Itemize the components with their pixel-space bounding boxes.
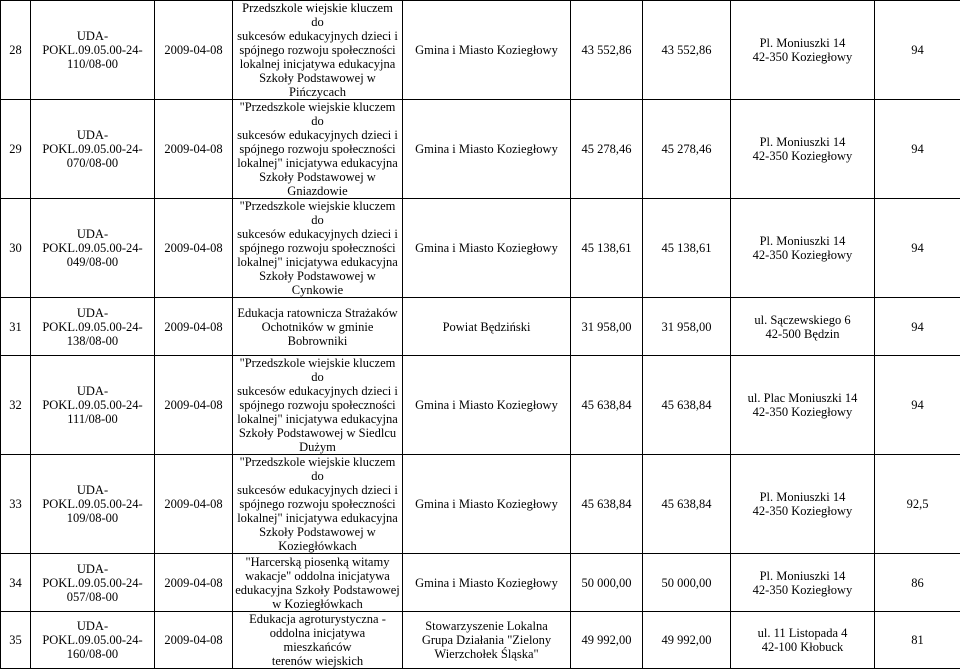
beneficiary-address [731, 100, 875, 199]
total-amount: 43 552,86 [571, 1, 643, 100]
project-title-line: wakacje" oddolna inicjatywa [235, 569, 400, 583]
table-row [1, 199, 960, 298]
project-title-line: lokalnej inicjatywa edukacyjna [235, 57, 400, 71]
project-title-line: terenów wiejskich [235, 654, 400, 668]
project-title-line: Gniazdowie [235, 184, 400, 198]
address-line: Pl. Moniuszki 14 [733, 36, 872, 50]
project-title [233, 554, 403, 612]
project-code-line: 111/08-00 [33, 412, 152, 426]
beneficiary-line: Gmina i Miasto Koziegłowy [405, 398, 568, 412]
contract-date: 2009-04-08 [155, 455, 233, 554]
project-title-line: lokalnej" inicjatywa edukacyjna [235, 412, 400, 426]
beneficiary-line: Gmina i Miasto Koziegłowy [405, 241, 568, 255]
project-code-line: POKL.09.05.00-24- [33, 320, 152, 334]
project-title-line: oddolna inicjatywa mieszkańców [235, 626, 400, 654]
address-line: 42-500 Będzin [733, 327, 872, 341]
beneficiary-address [731, 356, 875, 455]
project-code-line: UDA- [33, 384, 152, 398]
project-title-line: lokalnej" inicjatywa edukacyjna [235, 511, 400, 525]
project-title [233, 199, 403, 298]
beneficiary-address [731, 298, 875, 356]
contract-date: 2009-04-08 [155, 554, 233, 612]
funding-amount: 43 552,86 [643, 1, 731, 100]
beneficiary-line: Gmina i Miasto Koziegłowy [405, 142, 568, 156]
beneficiary-line: Wierzchołek Śląska" [405, 647, 568, 661]
address-line: 42-100 Kłobuck [733, 640, 872, 654]
score: 86 [875, 554, 960, 612]
project-code [31, 356, 155, 455]
project-title-line: "Przedszkole wiejskie kluczem do [235, 356, 400, 384]
contract-date: 2009-04-08 [155, 298, 233, 356]
row-number: 30 [1, 199, 31, 298]
project-title-line: "Przedszkole wiejskie kluczem do [235, 199, 400, 227]
address-line: 42-350 Koziegłowy [733, 50, 872, 64]
project-code-line: 057/08-00 [33, 590, 152, 604]
project-title [233, 1, 403, 100]
address-line: Pl. Moniuszki 14 [733, 490, 872, 504]
beneficiary [403, 1, 571, 100]
project-code [31, 455, 155, 554]
row-number: 29 [1, 100, 31, 199]
project-title-line: Edukacja ratownicza Strażaków [235, 306, 400, 320]
table-row [1, 298, 960, 356]
funding-amount: 31 958,00 [643, 298, 731, 356]
table-row [1, 554, 960, 612]
row-number: 34 [1, 554, 31, 612]
project-code-line: 070/08-00 [33, 156, 152, 170]
project-code-line: UDA- [33, 128, 152, 142]
funding-amount: 45 138,61 [643, 199, 731, 298]
project-code-line: POKL.09.05.00-24- [33, 633, 152, 647]
total-amount: 45 278,46 [571, 100, 643, 199]
contract-date: 2009-04-08 [155, 199, 233, 298]
beneficiary [403, 554, 571, 612]
address-line: 42-350 Koziegłowy [733, 583, 872, 597]
address-line: Pl. Moniuszki 14 [733, 569, 872, 583]
project-title-line: "Harcerską piosenką witamy [235, 555, 400, 569]
total-amount: 45 638,84 [571, 455, 643, 554]
project-title-line: spójnego rozwoju społeczności [235, 241, 400, 255]
project-title-line: edukacyjna Szkoły Podstawowej [235, 583, 400, 597]
beneficiary [403, 199, 571, 298]
beneficiary [403, 100, 571, 199]
project-title [233, 455, 403, 554]
address-line: 42-350 Koziegłowy [733, 405, 872, 419]
total-amount: 50 000,00 [571, 554, 643, 612]
project-title [233, 100, 403, 199]
address-line: 42-350 Koziegłowy [733, 504, 872, 518]
total-amount: 31 958,00 [571, 298, 643, 356]
beneficiary [403, 298, 571, 356]
project-title-line: sukcesów edukacyjnych dzieci i [235, 29, 400, 43]
table-body [1, 1, 960, 669]
beneficiary-line: Grupa Działania "Zielony [405, 633, 568, 647]
address-line: ul. Plac Moniuszki 14 [733, 391, 872, 405]
funding-amount: 49 992,00 [643, 612, 731, 669]
project-code-line: POKL.09.05.00-24- [33, 398, 152, 412]
beneficiary [403, 356, 571, 455]
beneficiary-line: Powiat Będziński [405, 320, 568, 334]
project-title-line: Szkoły Podstawowej w Siedlcu [235, 426, 400, 440]
project-code-line: UDA- [33, 29, 152, 43]
project-code [31, 199, 155, 298]
score: 92,5 [875, 455, 960, 554]
project-title-line: Dużym [235, 440, 400, 454]
row-number: 31 [1, 298, 31, 356]
address-line: ul. Sączewskiego 6 [733, 313, 872, 327]
table-row [1, 612, 960, 669]
project-code-line: UDA- [33, 483, 152, 497]
row-number: 32 [1, 356, 31, 455]
project-title-line: lokalnej" inicjatywa edukacyjna [235, 156, 400, 170]
table-row [1, 100, 960, 199]
project-code [31, 554, 155, 612]
project-title [233, 356, 403, 455]
funding-amount: 50 000,00 [643, 554, 731, 612]
project-code-line: 049/08-00 [33, 255, 152, 269]
project-code-line: POKL.09.05.00-24- [33, 576, 152, 590]
score: 94 [875, 100, 960, 199]
project-code [31, 298, 155, 356]
beneficiary-address [731, 1, 875, 100]
score: 81 [875, 612, 960, 669]
project-title-line: "Przedszkole wiejskie kluczem do [235, 455, 400, 483]
address-line: Pl. Moniuszki 14 [733, 234, 872, 248]
project-title-line: spójnego rozwoju społeczności [235, 398, 400, 412]
address-line: Pl. Moniuszki 14 [733, 135, 872, 149]
beneficiary-line: Stowarzyszenie Lokalna [405, 619, 568, 633]
project-code-line: POKL.09.05.00-24- [33, 241, 152, 255]
score: 94 [875, 1, 960, 100]
project-code-line: POKL.09.05.00-24- [33, 142, 152, 156]
project-code-line: 110/08-00 [33, 57, 152, 71]
table-row [1, 356, 960, 455]
project-code [31, 612, 155, 669]
project-title-line: Koziegłówkach [235, 539, 400, 553]
score: 94 [875, 199, 960, 298]
total-amount: 49 992,00 [571, 612, 643, 669]
score: 94 [875, 356, 960, 455]
project-title-line: spójnego rozwoju społeczności [235, 142, 400, 156]
project-title-line: Szkoły Podstawowej w Cynkowie [235, 269, 400, 297]
project-title-line: Przedszkole wiejskie kluczem do [235, 1, 400, 29]
address-line: 42-350 Koziegłowy [733, 248, 872, 262]
project-code [31, 100, 155, 199]
funding-amount: 45 638,84 [643, 455, 731, 554]
project-code-line: POKL.09.05.00-24- [33, 497, 152, 511]
project-code-line: UDA- [33, 227, 152, 241]
beneficiary-address [731, 199, 875, 298]
project-title-line: "Przedszkole wiejskie kluczem do [235, 100, 400, 128]
project-title-line: Ochotników w gminie [235, 320, 400, 334]
contract-date: 2009-04-08 [155, 612, 233, 669]
contract-date: 2009-04-08 [155, 1, 233, 100]
row-number: 35 [1, 612, 31, 669]
beneficiary-address [731, 554, 875, 612]
beneficiary-address [731, 612, 875, 669]
beneficiary-line: Gmina i Miasto Koziegłowy [405, 576, 568, 590]
project-title-line: spójnego rozwoju społeczności [235, 43, 400, 57]
project-code-line: UDA- [33, 619, 152, 633]
project-title-line: Pińczycach [235, 85, 400, 99]
project-title-line: sukcesów edukacyjnych dzieci i [235, 384, 400, 398]
row-number: 28 [1, 1, 31, 100]
project-code-line: 160/08-00 [33, 647, 152, 661]
project-title-line: Edukacja agroturystyczna - [235, 612, 400, 626]
project-code-line: UDA- [33, 306, 152, 320]
project-title-line: spójnego rozwoju społeczności [235, 497, 400, 511]
funding-amount: 45 278,46 [643, 100, 731, 199]
beneficiary [403, 612, 571, 669]
project-title-line: sukcesów edukacyjnych dzieci i [235, 227, 400, 241]
project-title-line: Szkoły Podstawowej w [235, 170, 400, 184]
address-line: ul. 11 Listopada 4 [733, 626, 872, 640]
beneficiary-line: Gmina i Miasto Koziegłowy [405, 497, 568, 511]
table-row [1, 1, 960, 100]
row-number: 33 [1, 455, 31, 554]
project-code-line: 138/08-00 [33, 334, 152, 348]
project-code-line: UDA- [33, 562, 152, 576]
score: 94 [875, 298, 960, 356]
total-amount: 45 638,84 [571, 356, 643, 455]
contract-date: 2009-04-08 [155, 100, 233, 199]
project-title-line: sukcesów edukacyjnych dzieci i [235, 128, 400, 142]
project-title-line: Szkoły Podstawowej w [235, 71, 400, 85]
project-code-line: 109/08-00 [33, 511, 152, 525]
project-code-line: POKL.09.05.00-24- [33, 43, 152, 57]
project-title-line: lokalnej" inicjatywa edukacyjna [235, 255, 400, 269]
contract-date: 2009-04-08 [155, 356, 233, 455]
address-line: 42-350 Koziegłowy [733, 149, 872, 163]
beneficiary [403, 455, 571, 554]
beneficiary-address [731, 455, 875, 554]
project-code [31, 1, 155, 100]
project-title-line: w Koziegłówkach [235, 597, 400, 611]
beneficiary-line: Gmina i Miasto Koziegłowy [405, 43, 568, 57]
project-title-line: Szkoły Podstawowej w [235, 525, 400, 539]
table-row [1, 455, 960, 554]
project-title [233, 612, 403, 669]
project-title-line: Bobrowniki [235, 334, 400, 348]
funding-amount: 45 638,84 [643, 356, 731, 455]
total-amount: 45 138,61 [571, 199, 643, 298]
project-title-line: sukcesów edukacyjnych dzieci i [235, 483, 400, 497]
project-title [233, 298, 403, 356]
